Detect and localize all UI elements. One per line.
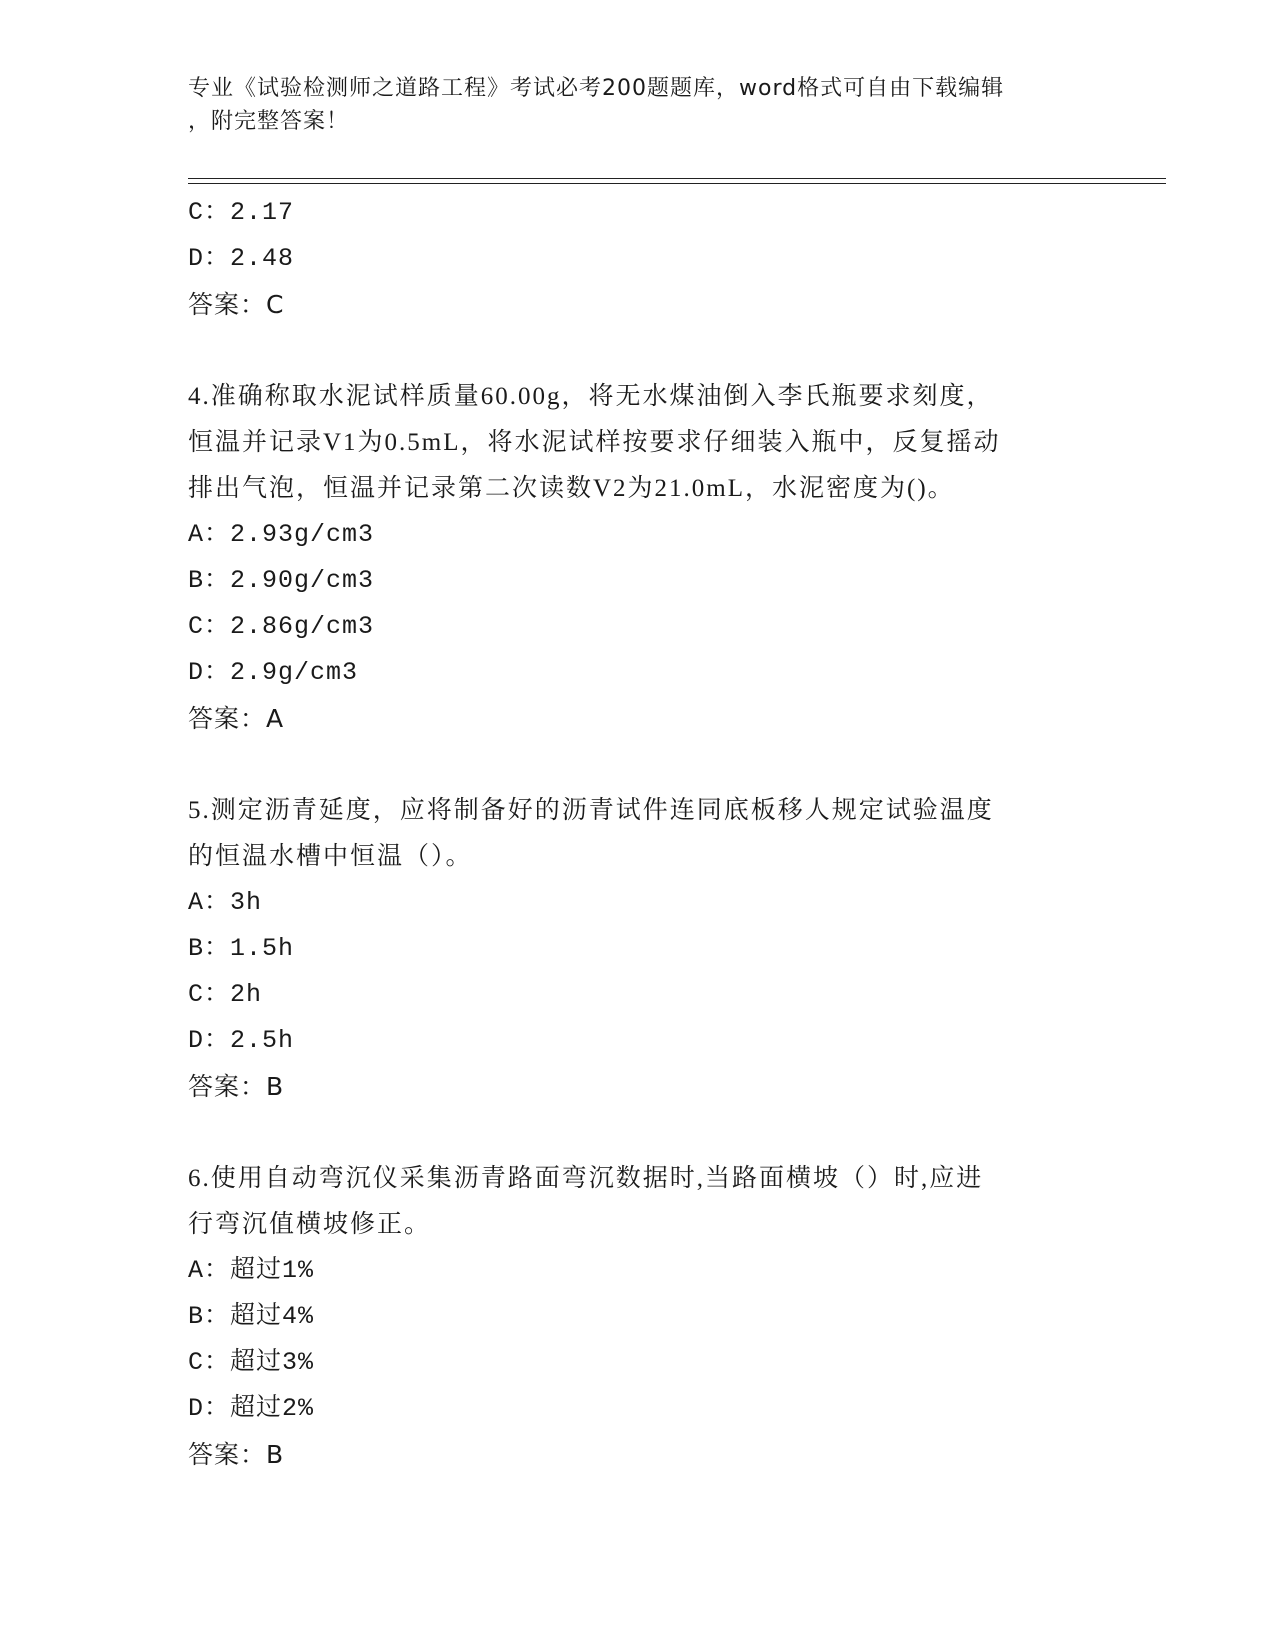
answer: 答案：B [188,1440,285,1469]
question-stem-line: 5.测定沥青延度，应将制备好的沥青试件连同底板移人规定试验温度 [188,797,994,824]
answer: 答案：C [188,290,285,319]
option-a: A：2.93g/cm3 [188,520,375,549]
question-stem-line: 行弯沉值横坡修正。 [188,1211,432,1238]
option-d: D：2.9g/cm3 [188,658,359,687]
header-divider-top [188,178,1166,179]
question-6 [188,1156,1068,1478]
answer: 答案：B [188,1072,285,1101]
question-list [188,190,1068,1478]
option-b: B：1.5h [188,934,295,963]
spacer [188,742,1068,788]
option-c: C：超过3% [188,1348,315,1377]
question-5 [188,788,1068,1110]
question-4 [188,374,1068,742]
option-a: A：超过1% [188,1256,315,1285]
option-c: C：2h [188,980,263,1009]
option-c: C：2.17 [188,198,295,227]
question-stem-line: 排出气泡，恒温并记录第二次读数V2为21.0mL，水泥密度为()。 [188,475,955,502]
answer: 答案：A [188,704,285,733]
question-stem-line: 的恒温水槽中恒温（）。 [188,843,473,870]
option-a: A：3h [188,888,263,917]
question-3-tail [188,190,1068,328]
spacer [188,328,1068,374]
option-d: D：2.48 [188,244,295,273]
question-stem-line: 4.准确称取水泥试样质量60.00g，将无水煤油倒入李氏瓶要求刻度， [188,383,994,410]
option-d: D：2.5h [188,1026,295,1055]
document-header [188,72,1068,138]
option-b: B：超过4% [188,1302,315,1331]
option-d: D：超过2% [188,1394,315,1423]
header-title-line2: ，附完整答案！ [188,109,350,134]
header-title-line1: 专业《试验检测师之道路工程》考试必考200题题库，word格式可自由下载编辑 [188,76,1005,101]
header-divider-bottom [188,183,1166,184]
spacer [188,1110,1068,1156]
question-stem-line: 恒温并记录V1为0.5mL，将水泥试样按要求仔细装入瓶中，反复摇动 [188,429,1001,456]
option-b: B：2.90g/cm3 [188,566,375,595]
option-c: C：2.86g/cm3 [188,612,375,641]
question-stem-line: 6.使用自动弯沉仪采集沥青路面弯沉数据时,当路面横坡（）时,应进 [188,1165,984,1192]
